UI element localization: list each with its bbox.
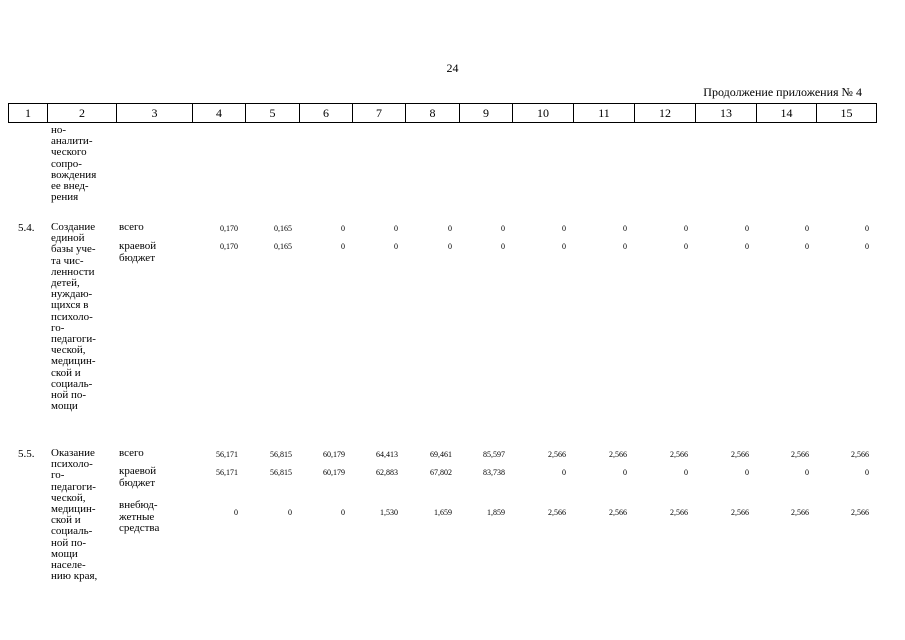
s55-row0-source: всего [119,447,144,459]
value-cell: 0 [623,242,627,251]
column-header-table [8,103,877,123]
value-cell: 0 [562,468,566,477]
s55-row1-source: краевой бюджет [119,465,157,489]
value-cell: 2,566 [670,508,688,517]
data-row [0,468,905,482]
value-cell: 0 [865,224,869,233]
column-header-14: 14 [757,104,817,123]
s54-row0-source: всего [119,221,144,233]
column-header-13: 13 [696,104,757,123]
value-cell: 0 [501,224,505,233]
value-cell: 2,566 [548,450,566,459]
value-cell: 0 [745,242,749,251]
value-cell: 67,802 [430,468,452,477]
value-cell: 0 [684,224,688,233]
s54-row1-source: краевой бюджет [119,240,157,264]
data-row [0,447,905,464]
value-cell: 0 [805,224,809,233]
value-cell: 0 [448,242,452,251]
continued-description: но- аналити- ческого сопро- вождения ее внед- рения [51,124,97,204]
value-cell: 56,815 [270,468,292,477]
appendix-continuation-label: Продолжение приложения № 4 [703,85,862,99]
value-cell: 2,566 [609,508,627,517]
value-cell: 0 [501,242,505,251]
value-cell: 0 [234,508,238,517]
value-cell: 0,170 [220,224,238,233]
column-header-8: 8 [406,104,460,123]
value-cell: 0 [341,508,345,517]
data-row [0,242,905,256]
value-cell: 2,566 [791,450,809,459]
column-header-row [9,104,877,123]
value-cell: 0 [394,224,398,233]
column-header-1: 1 [9,104,48,123]
data-row [0,221,905,238]
value-cell: 60,179 [323,450,345,459]
column-header-10: 10 [513,104,574,123]
column-header-6: 6 [300,104,353,123]
value-cell: 0 [288,508,292,517]
value-cell: 2,566 [548,508,566,517]
value-cell: 2,566 [731,450,749,459]
value-cell: 56,171 [216,450,238,459]
value-cell: 0 [623,468,627,477]
value-cell: 1,659 [434,508,452,517]
column-header-2: 2 [48,104,117,123]
value-cell: 56,171 [216,468,238,477]
column-header-11: 11 [574,104,635,123]
column-header-4: 4 [193,104,246,123]
value-cell: 0 [684,242,688,251]
value-cell: 0 [394,242,398,251]
value-cell: 0 [805,242,809,251]
value-cell: 0 [623,224,627,233]
value-cell: 0,165 [274,242,292,251]
s55-row2-source: внебюд- жетные средства [119,499,160,534]
data-row [0,508,905,522]
value-cell: 0 [865,242,869,251]
value-cell: 64,413 [376,450,398,459]
column-header-12: 12 [635,104,696,123]
value-cell: 60,179 [323,468,345,477]
column-header-5: 5 [246,104,300,123]
value-cell: 1,859 [487,508,505,517]
value-cell: 0,170 [220,242,238,251]
value-cell: 1,530 [380,508,398,517]
value-cell: 0 [865,468,869,477]
value-cell: 0 [341,224,345,233]
column-header-9: 9 [460,104,513,123]
value-cell: 0 [448,224,452,233]
value-cell: 69,461 [430,450,452,459]
section-number-5-5: 5.5. [18,448,35,460]
value-cell: 56,815 [270,450,292,459]
page-number: 24 [446,61,459,75]
value-cell: 0 [745,468,749,477]
value-cell: 0 [341,242,345,251]
value-cell: 2,566 [791,508,809,517]
value-cell: 0 [805,468,809,477]
value-cell: 62,883 [376,468,398,477]
value-cell: 2,566 [670,450,688,459]
value-cell: 0 [745,224,749,233]
value-cell: 0,165 [274,224,292,233]
section-5-5-description: Оказание психоло- го- педагоги- ческой, медицин- ской и социаль- ной по- мощи населе- нию края, [51,447,98,583]
value-cell: 0 [562,224,566,233]
section-number-5-4: 5.4. [18,222,35,234]
value-cell: 2,566 [851,508,869,517]
column-header-3: 3 [117,104,193,123]
value-cell: 2,566 [851,450,869,459]
value-cell: 83,738 [483,468,505,477]
value-cell: 0 [684,468,688,477]
value-cell: 85,597 [483,450,505,459]
value-cell: 2,566 [609,450,627,459]
column-header-15: 15 [817,104,877,123]
section-5-4-description: Создание единой базы уче- та чис- ленности детей, нуждаю- щихся в психоло- го- педагоги- ческой, медицин- ской и социаль- ной по- мощи [51,221,96,413]
value-cell: 0 [562,242,566,251]
column-header-7: 7 [353,104,406,123]
value-cell: 2,566 [731,508,749,517]
